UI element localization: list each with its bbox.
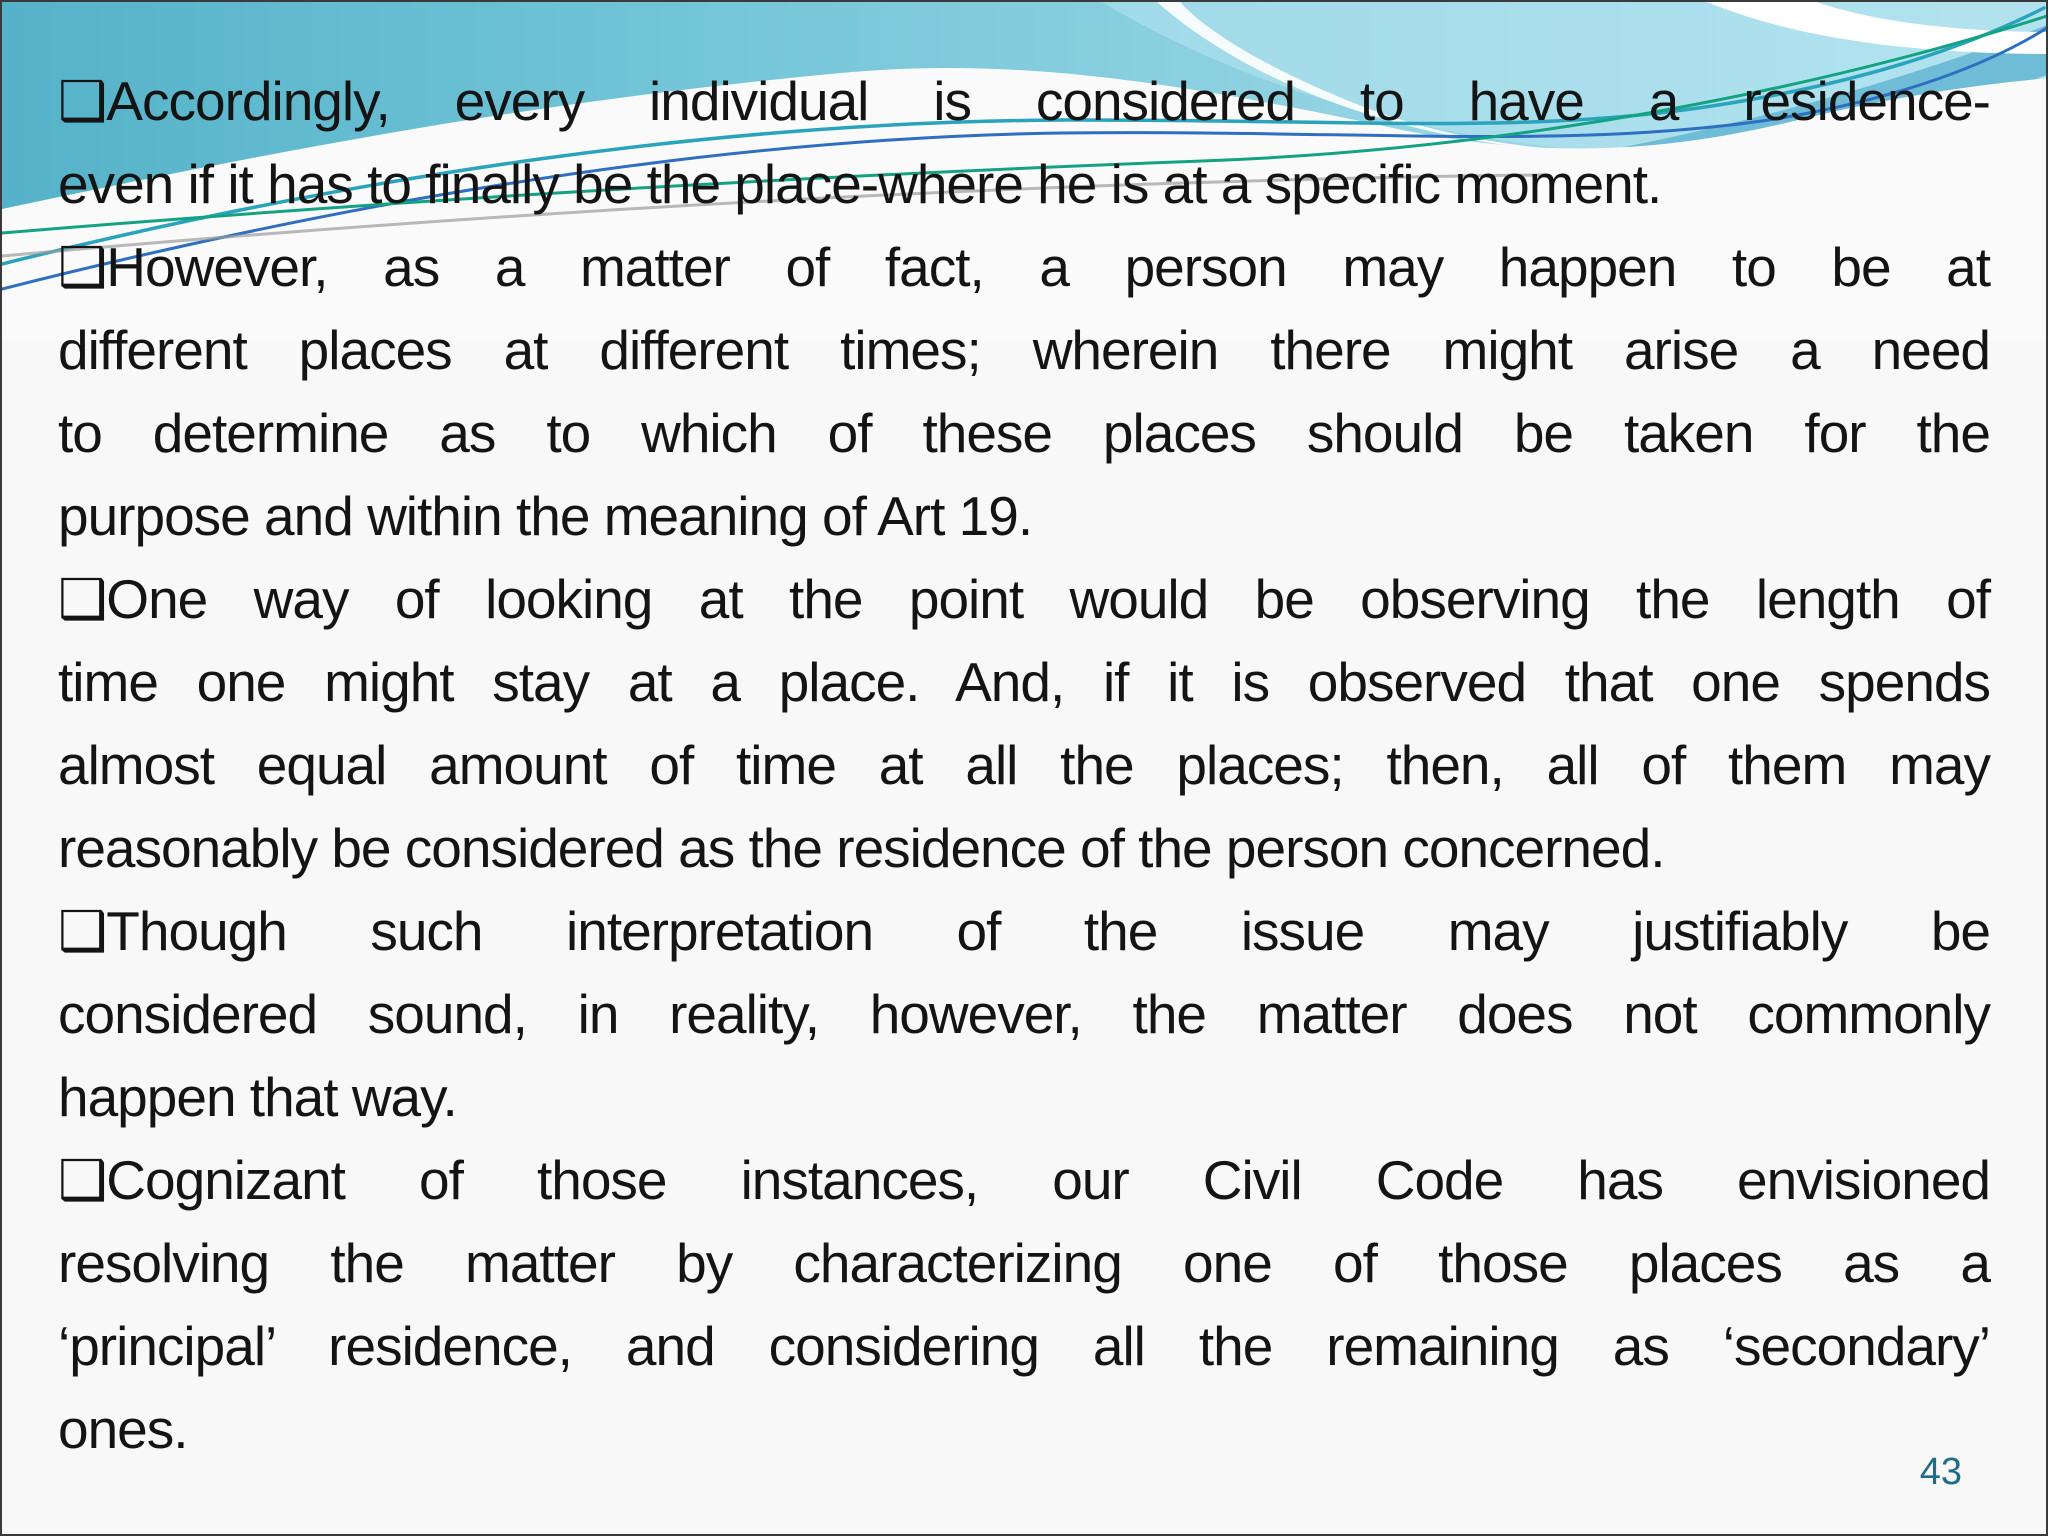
text-line: purpose and within the meaning of Art 19.: [58, 485, 1033, 547]
text-line: even if it has to finally be the place-where he is at a specific moment.: [58, 153, 1662, 215]
text-line: considered sound, in reality, however, the matter does not commonly: [58, 983, 1990, 1045]
text-line: ones.: [58, 1398, 188, 1460]
text-line: happen that way.: [58, 1066, 457, 1128]
text-line: ‘principal’ residence, and considering all the remaining as ‘secondary’: [58, 1315, 1990, 1377]
text-line: ❑However, as a matter of fact, a person may happen to be at: [58, 236, 1990, 298]
text-line: almost equal amount of time at all the places; then, all of them may: [58, 734, 1990, 796]
text-line: different places at different times; wherein there might arise a need: [58, 319, 1990, 381]
slide-body-text: [58, 60, 1990, 1471]
text-line: reasonably be considered as the residence of the person concerned.: [58, 817, 1665, 879]
page-number: 43: [1919, 1451, 1962, 1493]
text-line: ❑Cognizant of those instances, our Civil Code has envisioned: [58, 1149, 1990, 1211]
text-line: to determine as to which of these places should be taken for the: [58, 402, 1990, 464]
text-line: resolving the matter by characterizing one of those places as a: [58, 1232, 1990, 1294]
text-line: time one might stay at a place. And, if it is observed that one spends: [58, 651, 1990, 713]
text-line: ❑Though such interpretation of the issue may justifiably be: [58, 900, 1990, 962]
text-line: ❑One way of looking at the point would be observing the length of: [58, 568, 1990, 630]
text-line: ❑Accordingly, every individual is considered to have a residence-: [58, 70, 1990, 132]
